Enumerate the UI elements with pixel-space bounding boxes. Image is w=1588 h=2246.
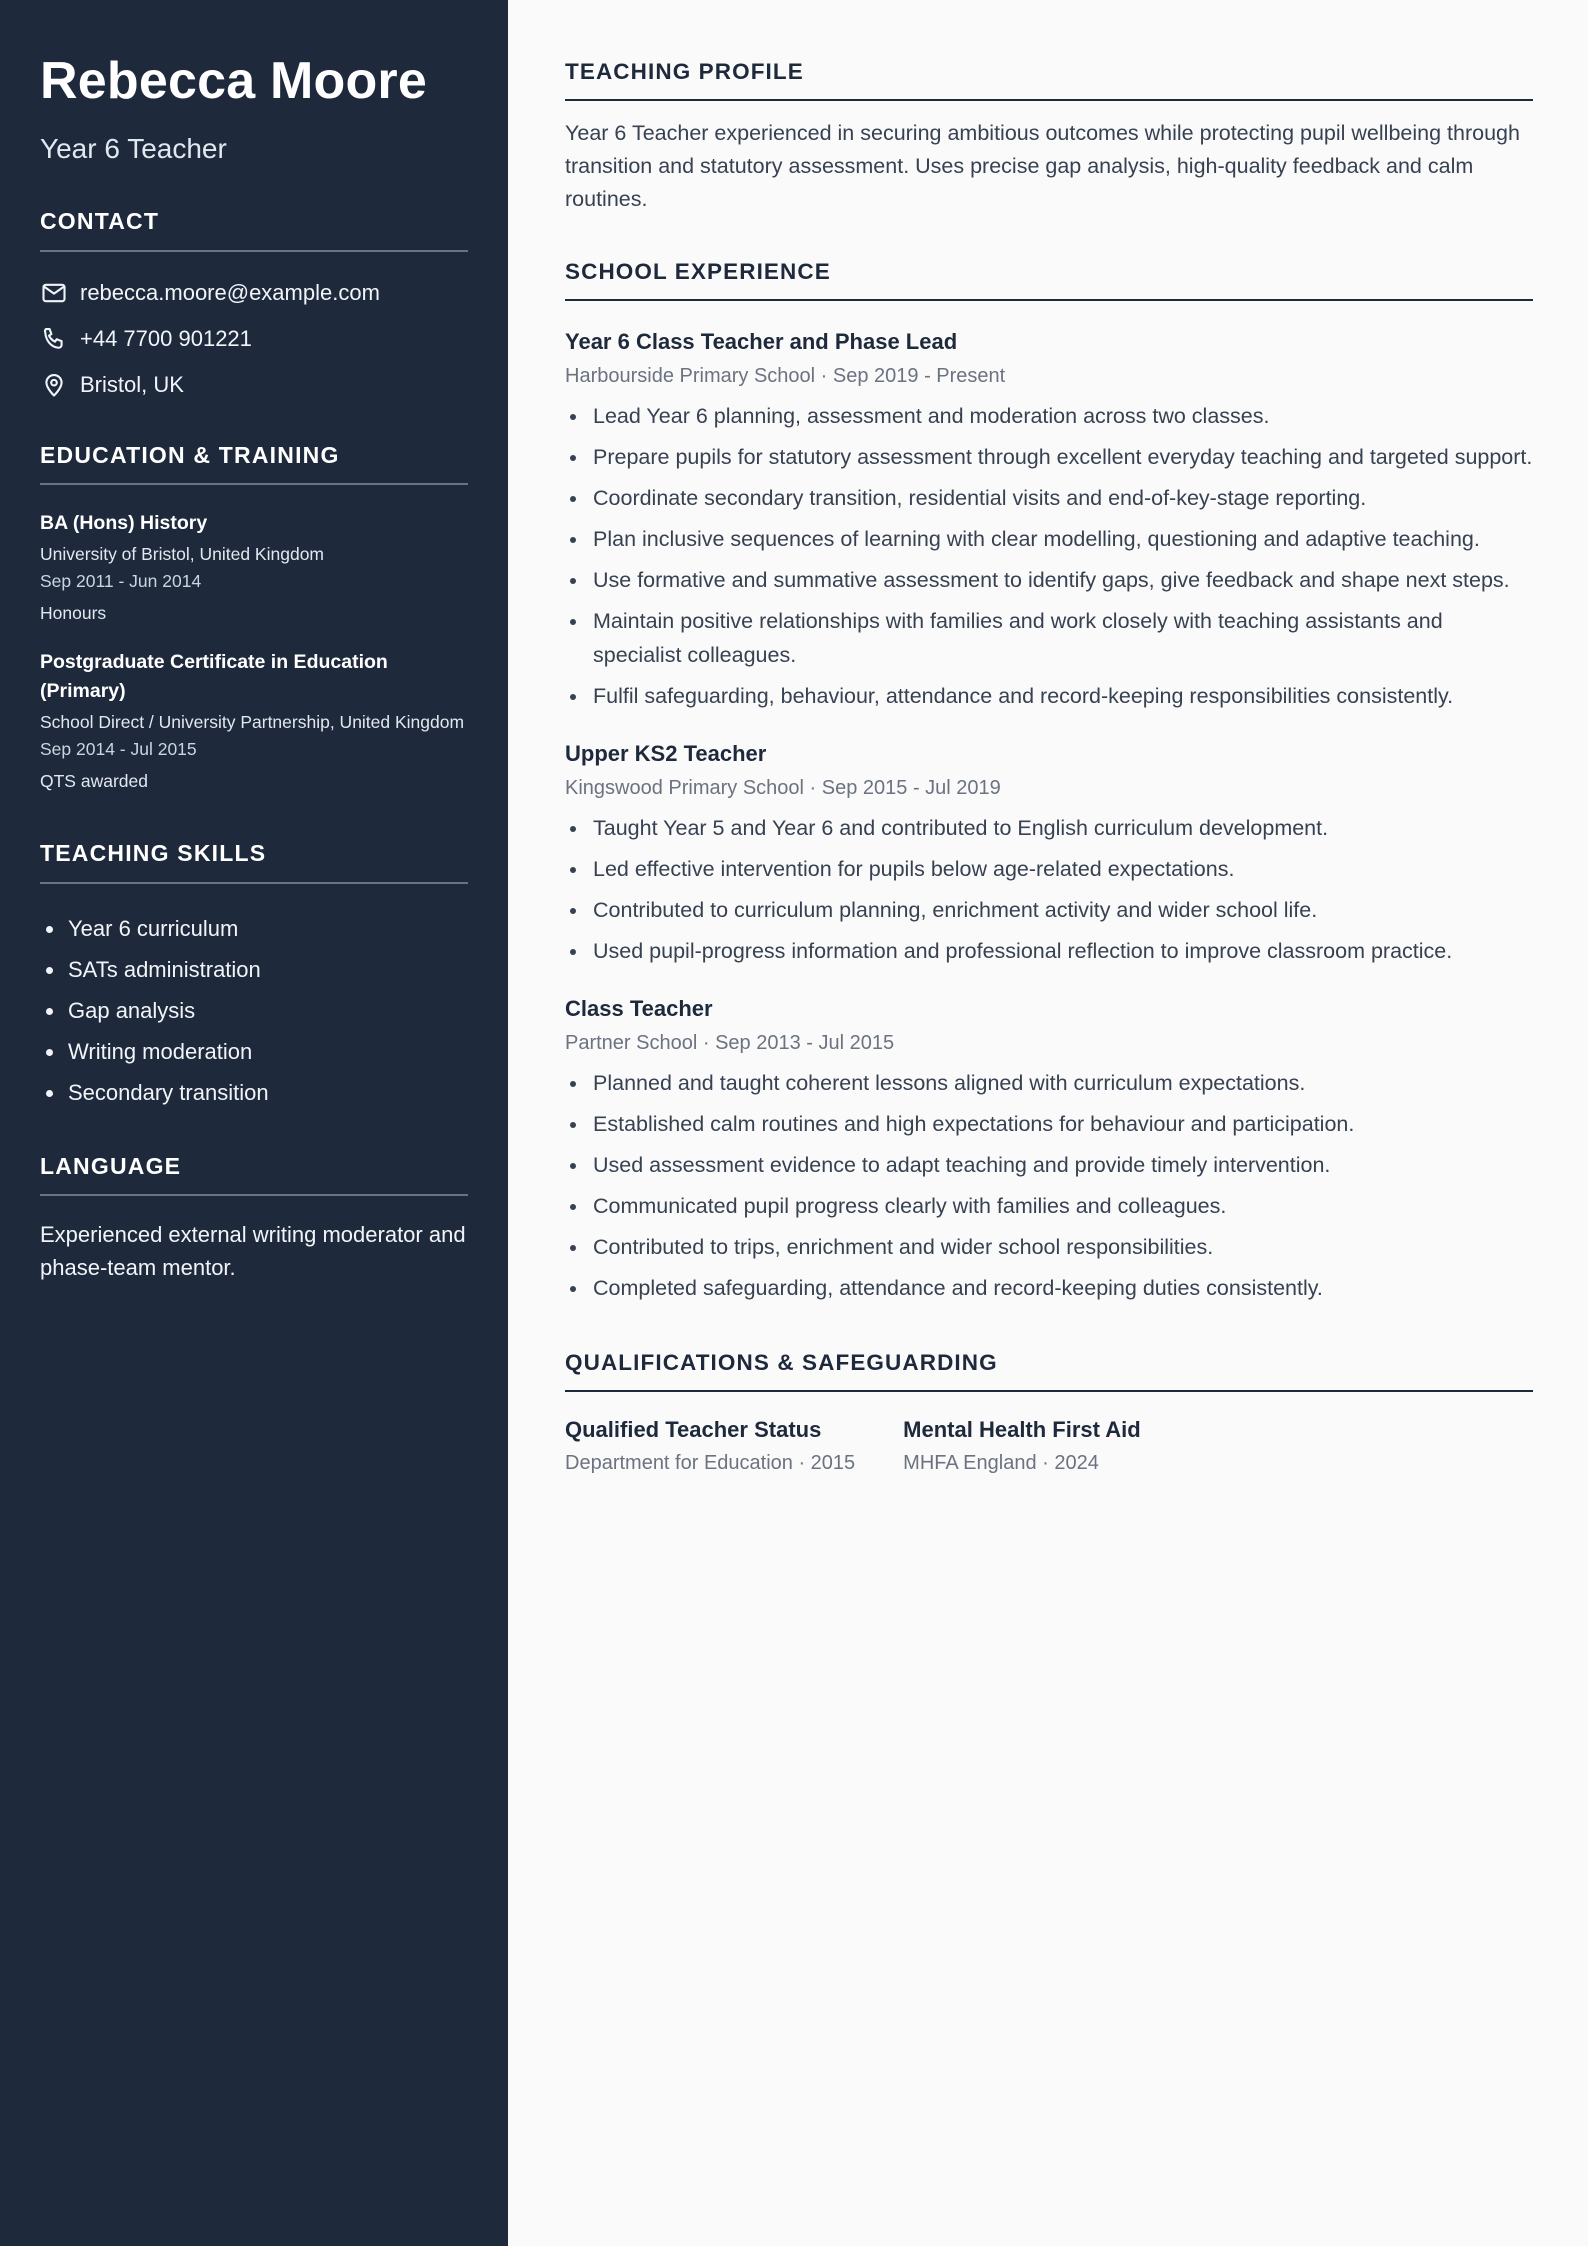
job-bullet: Communicated pupil progress clearly with families and colleagues. [565, 1189, 1533, 1223]
education-dates: Sep 2011 - Jun 2014 [40, 571, 202, 592]
job-bullet: Planned and taught coherent lessons aligned with curriculum expectations. [565, 1066, 1533, 1100]
education-institution: University of Bristol, United Kingdom [40, 544, 324, 565]
skills-section [40, 840, 468, 1113]
education-item [40, 648, 468, 794]
job-title: Upper KS2 Teacher [565, 741, 767, 766]
contact-email[interactable] [40, 270, 468, 316]
location-text: Bristol, UK [80, 371, 184, 397]
experience-heading: SCHOOL EXPERIENCE [565, 258, 1533, 301]
skill-item: Secondary transition [40, 1072, 468, 1113]
job-bullet: Taught Year 5 and Year 6 and contributed to English curriculum development. [565, 811, 1533, 845]
education-section [40, 442, 468, 795]
qualification-item [565, 1414, 855, 1478]
job-bullet: Lead Year 6 planning, assessment and moderation across two classes. [565, 399, 1533, 433]
education-title: BA (Hons) History [40, 512, 208, 535]
job-meta: Kingswood Primary School · Sep 2015 - Jul 2019 [565, 777, 1001, 799]
job-bullets [565, 811, 1533, 968]
job-meta: Partner School · Sep 2013 - Jul 2015 [565, 1032, 895, 1054]
job-bullet: Prepare pupils for statutory assessment through excellent everyday teaching and targeted support. [565, 440, 1533, 474]
job-bullets [565, 1066, 1533, 1305]
education-institution: School Direct / University Partnership, United Kingdom [40, 712, 465, 733]
skill-item: Gap analysis [40, 990, 468, 1031]
job-bullet: Contributed to trips, enrichment and wider school responsibilities. [565, 1230, 1533, 1264]
language-section [40, 1153, 468, 1285]
job-bullet: Used assessment evidence to adapt teaching and provide timely intervention. [565, 1148, 1533, 1182]
education-note: Honours [40, 603, 107, 624]
experience-section [565, 258, 1533, 1305]
qualifications-heading: QUALIFICATIONS & SAFEGUARDING [565, 1349, 1533, 1392]
skills-heading: TEACHING SKILLS [40, 840, 468, 884]
job-bullets [565, 399, 1533, 713]
job-bullet: Fulfil safeguarding, behaviour, attendance and record-keeping responsibilities consistently. [565, 679, 1533, 713]
candidate-name: Rebecca Moore [40, 52, 427, 110]
job-title: Class Teacher [565, 996, 713, 1021]
skill-item: Writing moderation [40, 1031, 468, 1072]
sidebar [0, 0, 508, 2246]
education-dates: Sep 2014 - Jul 2015 [40, 739, 197, 760]
education-item [40, 509, 468, 626]
job-bullet: Contributed to curriculum planning, enrichment activity and wider school life. [565, 893, 1533, 927]
language-text: Experienced external writing moderator and phase-team mentor. [40, 1222, 466, 1281]
phone-icon [40, 325, 68, 353]
qualification-meta: Department for Education · 2015 [565, 1452, 856, 1474]
contact-section [40, 208, 468, 408]
skill-item: Year 6 curriculum [40, 908, 468, 949]
education-note: QTS awarded [40, 771, 148, 792]
mail-icon [40, 279, 68, 307]
skill-item: SATs administration [40, 949, 468, 990]
qualification-name: Mental Health First Aid [903, 1417, 1141, 1442]
education-title: Postgraduate Certificate in Education (Primary) [40, 651, 388, 703]
job-bullet: Used pupil-progress information and professional reflection to improve classroom practice. [565, 934, 1533, 968]
profile-section [565, 58, 1533, 216]
candidate-role: Year 6 Teacher [40, 133, 227, 165]
profile-text: Year 6 Teacher experienced in securing ambitious outcomes while protecting pupil wellbeing through transition and statutory assessment. Uses precise gap analysis, high-quality feedback and calm routines. [565, 121, 1520, 211]
qualification-meta: MHFA England · 2024 [903, 1452, 1099, 1474]
qualification-item [903, 1414, 1141, 1478]
job-entry [565, 739, 1533, 968]
contact-phone[interactable] [40, 316, 468, 362]
contact-location [40, 362, 468, 408]
job-bullet: Use formative and summative assessment to identify gaps, give feedback and shape next steps. [565, 563, 1533, 597]
job-entry [565, 994, 1533, 1305]
main-content [508, 0, 1588, 2246]
job-bullet: Coordinate secondary transition, residential visits and end-of-key-stage reporting. [565, 481, 1533, 515]
job-bullet: Established calm routines and high expectations for behaviour and participation. [565, 1107, 1533, 1141]
contact-list [40, 270, 468, 408]
job-entry [565, 327, 1533, 713]
education-heading: EDUCATION & TRAINING [40, 442, 468, 486]
skills-list [40, 908, 468, 1113]
contact-heading: CONTACT [40, 208, 468, 252]
location-pin-icon [40, 371, 68, 399]
job-bullet: Completed safeguarding, attendance and record-keeping duties consistently. [565, 1271, 1533, 1305]
qualifications-section [565, 1349, 1533, 1478]
job-bullet: Maintain positive relationships with families and work closely with teaching assistants and specialist colleagues. [565, 604, 1533, 672]
job-meta: Harbourside Primary School · Sep 2019 - Present [565, 365, 1006, 387]
job-bullet: Plan inclusive sequences of learning with clear modelling, questioning and adaptive teaching. [565, 522, 1533, 556]
qualifications-list [565, 1414, 1533, 1478]
job-title: Year 6 Class Teacher and Phase Lead [565, 329, 958, 354]
profile-heading: TEACHING PROFILE [565, 58, 1533, 101]
qualification-name: Qualified Teacher Status [565, 1417, 822, 1442]
job-bullet: Led effective intervention for pupils below age-related expectations. [565, 852, 1533, 886]
language-heading: LANGUAGE [40, 1153, 468, 1197]
phone-text: +44 7700 901221 [80, 325, 252, 351]
email-text: rebecca.moore@example.com [80, 279, 380, 305]
